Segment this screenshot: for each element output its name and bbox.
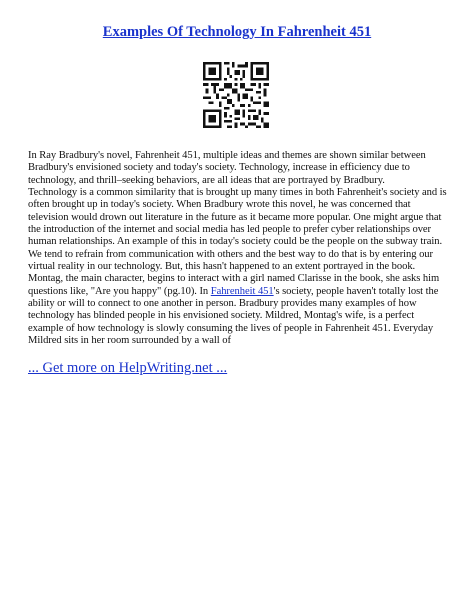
body-line: technology has blinded people in his envisioned society. Mildred, Montag's wife, is a perfect (28, 310, 415, 322)
body-line: Bradbury's envisioned society and today's society. Technology, increase in efficiency due to (28, 162, 410, 174)
body-line: television would drown out literature in the future as it became more popular. One might argue that (28, 211, 442, 223)
body-line: In Ray Bradbury's novel, Fahrenheit 451, multiple ideas and themes are shown similar between (28, 150, 426, 161)
document-title-link[interactable]: Examples Of Technology In Fahrenheit 451 (102, 24, 372, 40)
get-more-link[interactable]: ... Get more on HelpWriting.net ... (28, 360, 228, 376)
body-line-with-link (28, 286, 458, 298)
body-line: technology, and thrill–seeking behaviors, are all ideas that are portrayed by Bradbury. (28, 174, 385, 186)
qr-code-icon (203, 62, 269, 128)
body-text-fragment: 's society, people haven't totally lost the (273, 285, 439, 297)
body-line: ability or will to connect to one another in person. Bradbury provides many examples of how (28, 298, 417, 310)
body-line: virtual reality in our technology. But, this hasn't happened to an extent portrayed in the book. (28, 261, 416, 273)
body-line: human relationships. An example of this in today's society could be the people on the subway train. (28, 236, 443, 248)
essay-excerpt (28, 150, 458, 348)
body-line: often brought up in today's society. When Bradbury wrote this novel, he was concerned that (28, 199, 411, 211)
body-line: example of how technology is slowly consuming the lives of people in Fahrenheit 451. Everyday (28, 322, 434, 334)
fahrenheit-451-link[interactable]: Fahrenheit 451 (210, 285, 274, 297)
body-line: the introduction of the internet and social media has led people to prefer cyber relationships over (28, 224, 432, 236)
body-line: Technology is a common similarity that is brought up many times in both Fahrenheit's society and is (28, 187, 447, 199)
body-line: Mildred sits in her room surrounded by a wall of (28, 335, 231, 347)
body-line: Montag, the main character, begins to interact with a girl named Clarisse in the book, she asks him (28, 273, 440, 285)
body-line: We tend to refrain from communication with others and the best way to do that is by entering our (28, 248, 433, 260)
body-text-fragment: questions like, "Are you happy" (pg.10). In (28, 285, 211, 297)
